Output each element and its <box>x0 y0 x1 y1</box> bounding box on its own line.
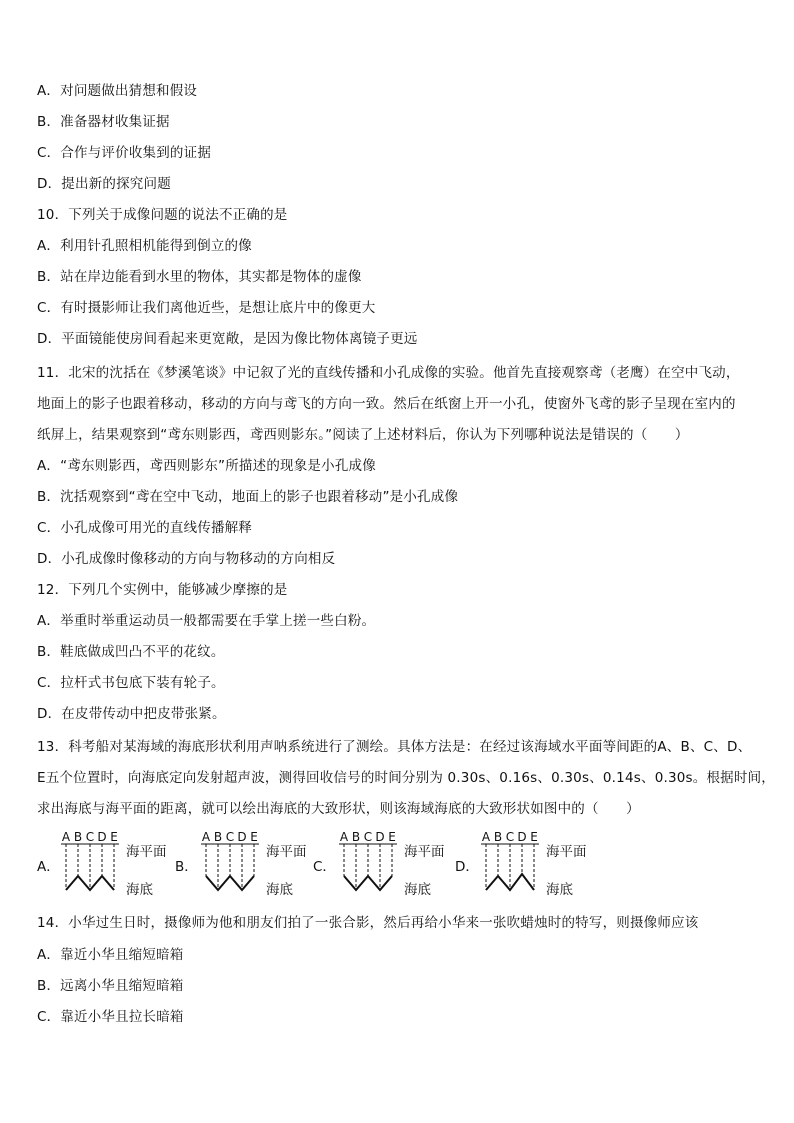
q13-figure-option-label: D． <box>455 859 479 875</box>
position-letter: C <box>85 830 95 844</box>
q9-option-c: C．合作与评价收集到的证据 <box>37 145 212 161</box>
q13-figure-option-label: A． <box>37 859 60 875</box>
position-letter: E <box>530 830 538 844</box>
seabed-label: 海底 <box>546 882 573 898</box>
position-letter: B <box>213 830 223 844</box>
seabed-profile-figure <box>480 830 595 900</box>
position-letter: C <box>363 830 373 844</box>
q9-option-a: A．对问题做出猜想和假设 <box>37 83 198 99</box>
seabed-profile-line <box>344 876 392 890</box>
position-letter: D <box>237 830 247 844</box>
q12-option-a: A．举重时举重运动员一般都需要在手掌上搓一些白粉。 <box>37 613 376 629</box>
q12-option-c: C．拉杆式书包底下装有轮子。 <box>37 675 225 691</box>
q13-figure-option-label: B． <box>175 859 198 875</box>
seabed-profile-svg <box>60 830 175 900</box>
q11-option-c: C．小孔成像可用光的直线传播解释 <box>37 520 253 536</box>
seabed-profile-figure <box>60 830 175 900</box>
seabed-profile-svg <box>200 830 315 900</box>
q11-stem-line-2: 地面上的影子也跟着移动，移动的方向与鸢飞的方向一致。然后在纸窗上开一小孔，使窗外飞鸢的影子呈现在室内的 <box>37 396 736 412</box>
q14-option-c: C．靠近小华且拉长暗箱 <box>37 1009 184 1025</box>
sea-level-label: 海平面 <box>126 844 167 860</box>
q10-option-d: D．平面镜能使房间看起来更宽敞，是因为像比物体离镜子更远 <box>37 331 418 347</box>
position-letter: B <box>351 830 361 844</box>
q10-option-b: B．站在岸边能看到水里的物体，其实都是物体的虚像 <box>37 269 362 285</box>
position-letter: A <box>61 830 71 844</box>
position-letter: D <box>517 830 527 844</box>
sea-level-label: 海平面 <box>266 844 307 860</box>
q9-option-d: D．提出新的探究问题 <box>37 176 171 192</box>
position-letter: E <box>388 830 396 844</box>
seabed-label: 海底 <box>266 882 293 898</box>
seabed-profile-line <box>206 876 254 890</box>
seabed-profile-figure <box>338 830 453 900</box>
position-letter: D <box>375 830 385 844</box>
position-letter: B <box>73 830 83 844</box>
q12-stem: 12．下列几个实例中，能够减少摩擦的是 <box>37 582 288 598</box>
seabed-profile-svg <box>338 830 453 900</box>
q10-option-c: C．有时摄影师让我们离他近些，是想让底片中的像更大 <box>37 300 376 316</box>
seabed-profile-svg <box>480 830 595 900</box>
sea-level-label: 海平面 <box>404 844 445 860</box>
q14-stem: 14．小华过生日时，摄像师为他和朋友们拍了一张合影，然后再给小华来一张吹蜡烛时的特写，则摄像师应该 <box>37 915 699 931</box>
position-letter: E <box>110 830 118 844</box>
q10-stem: 10．下列关于成像问题的说法不正确的是 <box>37 207 288 223</box>
q10-option-a: A．利用针孔照相机能得到倒立的像 <box>37 238 252 254</box>
q14-option-a: A．靠近小华且缩短暗箱 <box>37 947 184 963</box>
seabed-label: 海底 <box>404 882 431 898</box>
q13-stem-line-2: E五个位置时，向海底定向发射超声波，测得回收信号的时间分别为 0.30s、0.16s、0.30s、0.14s、0.30s。根据时间， <box>37 770 775 786</box>
position-letter: A <box>339 830 349 844</box>
q13-stem-line-1: 13．科考船对某海域的海底形状利用声呐系统进行了测绘。具体方法是：在经过该海域水平面等间距的A、B、C、D、 <box>37 739 752 755</box>
seabed-label: 海底 <box>126 882 153 898</box>
position-letter: C <box>505 830 515 844</box>
position-letter: D <box>97 830 107 844</box>
q12-option-d: D．在皮带传动中把皮带张紧。 <box>37 706 226 722</box>
position-letter: A <box>481 830 491 844</box>
q14-option-b: B．远离小华且缩短暗箱 <box>37 978 184 994</box>
q11-stem-line-1: 11．北宋的沈括在《梦溪笔谈》中记叙了光的直线传播和小孔成像的实验。他首先直接观察鸢（老鹰）在空中飞动， <box>37 365 740 381</box>
position-letter: C <box>225 830 235 844</box>
position-letter: E <box>250 830 258 844</box>
seabed-profile-figure <box>200 830 315 900</box>
q12-option-b: B．鞋底做成凹凸不平的花纹。 <box>37 644 225 660</box>
q13-figure-option-label: C． <box>313 859 336 875</box>
position-letter: B <box>493 830 503 844</box>
q11-option-d: D．小孔成像时像移动的方向与物移动的方向相反 <box>37 551 336 567</box>
q11-option-b: B．沈括观察到“鸢在空中飞动，地面上的影子也跟着移动”是小孔成像 <box>37 489 459 505</box>
q11-stem-line-3: 纸屏上，结果观察到“鸢东则影西，鸢西则影东。”阅读了上述材料后，你认为下列哪种说法是错误的（ ） <box>37 427 689 443</box>
sea-level-label: 海平面 <box>546 844 587 860</box>
position-letter: A <box>201 830 211 844</box>
seabed-profile-line <box>66 876 114 890</box>
q9-option-b: B．准备器材收集证据 <box>37 114 170 130</box>
q11-option-a: A．“鸢东则影西，鸢西则影东”所描述的现象是小孔成像 <box>37 458 376 474</box>
q13-stem-line-3: 求出海底与海平面的距离，就可以绘出海底的大致形状，则该海域海底的大致形状如图中的（ ） <box>37 801 640 817</box>
